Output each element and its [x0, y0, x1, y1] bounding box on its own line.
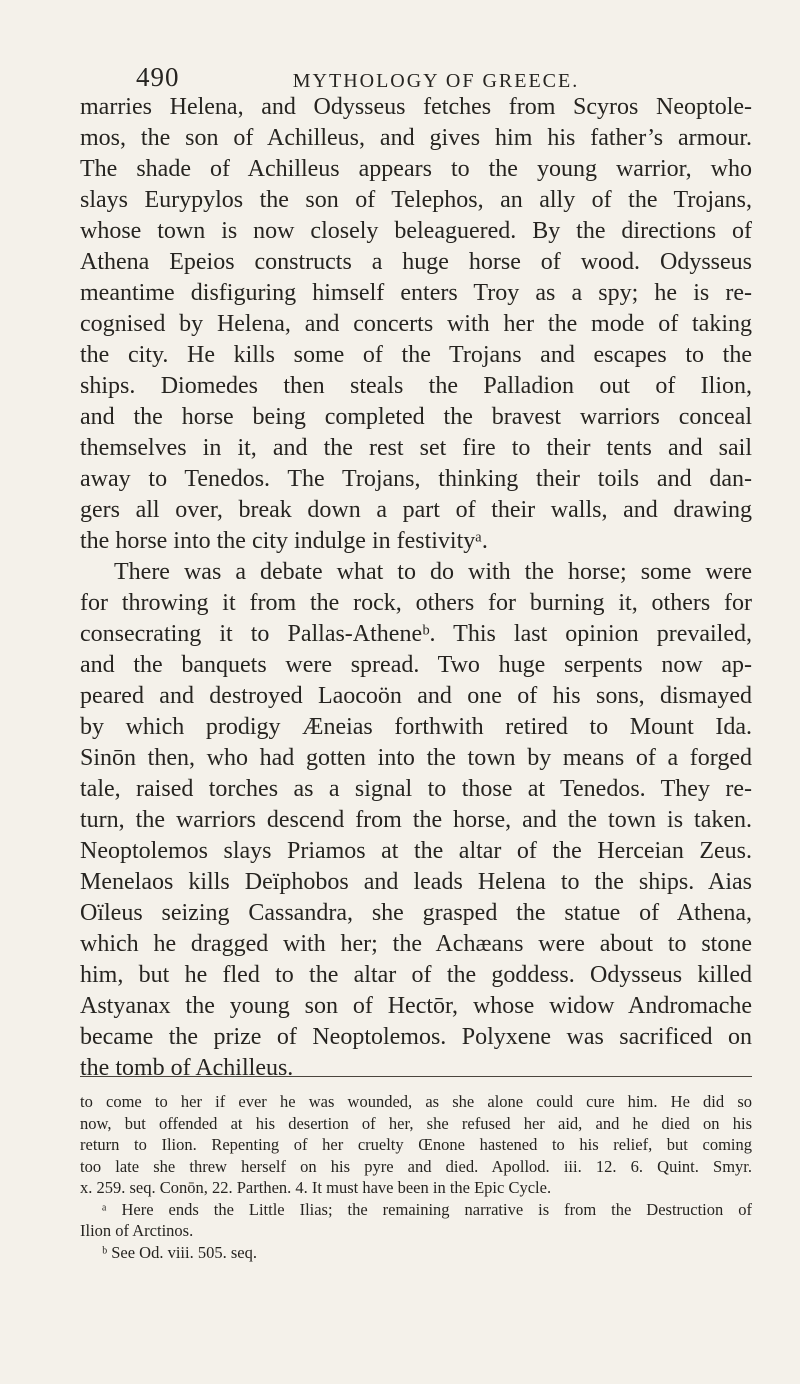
text-line: slays Eurypylos the son of Telephos, an ally of the Trojans, [80, 187, 752, 213]
text-line: became the prize of Neoptolemos. Polyxene was sacrificed on [80, 1024, 752, 1050]
footnote-line: to come to her if ever he was wounded, as she alone could cure him. He did so [80, 1092, 752, 1111]
text-line: and the horse being completed the bravest warriors conceal [80, 404, 752, 430]
text-line: whose town is now closely beleaguered. By the directions of [80, 218, 752, 244]
text-line: him, but he fled to the altar of the goddess. Odysseus killed [80, 962, 752, 988]
footnote-line: x. 259. seq. Conōn, 22. Parthen. 4. It must have been in the Epic Cycle. [80, 1178, 552, 1197]
text-line: Athena Epeios constructs a huge horse of wood. Odysseus [80, 249, 752, 275]
text-line: meantime disfiguring himself enters Troy as a spy; he is re- [80, 280, 752, 306]
text-line: mos, the son of Achilleus, and gives him his father’s armour. [80, 125, 752, 151]
text-line: which he dragged with her; the Achæans were about to stone [80, 931, 752, 957]
text-line: Sinōn then, who had gotten into the town by means of a forged [80, 745, 752, 771]
text-line: ships. Diomedes then steals the Palladion out of Ilion, [80, 373, 752, 399]
footnote-line: now, but offended at his desertion of her, she refused her aid, and he died on his [80, 1113, 752, 1133]
footnote-divider [80, 1076, 752, 1077]
text-line: peared and destroyed Laocoön and one of his sons, dismayed [80, 683, 752, 709]
text-line: marries Helena, and Odysseus fetches from Scyros Neoptole- [80, 94, 752, 120]
text-line: for throwing it from the rock, others for burning it, others for [80, 590, 752, 616]
main-text [80, 92, 752, 1084]
text-line: cognised by Helena, and concerts with her the mode of taking [80, 311, 752, 337]
footnote-b: ᵇ See Od. viii. 505. seq. [102, 1242, 257, 1262]
text-line: away to Tenedos. The Trojans, thinking their toils and dan- [80, 466, 752, 492]
text-line: There was a debate what to do with the horse; some were [114, 559, 752, 585]
text-line: by which prodigy Æneias forthwith retired to Mount Ida. [80, 714, 752, 740]
text-line: the tomb of Achilleus. [80, 1055, 294, 1081]
text-line: Neoptolemos slays Priamos at the altar of the Herceian Zeus. [80, 838, 752, 864]
text-line: gers all over, break down a part of their walls, and drawing [80, 497, 752, 523]
footnote-line: too late she threw herself on his pyre and died. Apollod. iii. 12. 6. Quint. Smyr. [80, 1156, 752, 1176]
text-line: the horse into the city indulge in festivityᵃ. [80, 528, 488, 554]
footnote-line: return to Ilion. Repenting of her cruelty Œnone hastened to his relief, but coming [80, 1135, 752, 1154]
text-line: consecrating it to Pallas-Atheneᵇ. This last opinion prevailed, [80, 621, 752, 647]
text-line: the city. He kills some of the Trojans and escapes to the [80, 342, 752, 368]
text-line: Menelaos kills Deïphobos and leads Helena to the ships. Aias [80, 869, 752, 895]
page-number: 490 [136, 62, 180, 92]
text-line: tale, raised torches as a signal to those at Tenedos. They re- [80, 776, 752, 802]
footnote-line: Ilion of Arctinos. [80, 1221, 194, 1240]
text-line: and the banquets were spread. Two huge serpents now ap- [80, 652, 752, 678]
text-line: themselves in it, and the rest set fire to their tents and sail [80, 435, 752, 461]
running-head: MYTHOLOGY OF GREECE. [292, 70, 580, 92]
footnote-a: ᵃ Here ends the Little Ilias; the remaining narrative is from the Destruction of [102, 1199, 752, 1219]
text-line: The shade of Achilleus appears to the young warrior, who [80, 156, 752, 182]
text-line: turn, the warriors descend from the horse, and the town is taken. [80, 807, 752, 833]
footnotes [80, 1091, 752, 1263]
text-line: Oïleus seizing Cassandra, she grasped the statue of Athena, [80, 900, 752, 926]
text-line: Astyanax the young son of Hectōr, whose widow Andromache [80, 993, 752, 1019]
